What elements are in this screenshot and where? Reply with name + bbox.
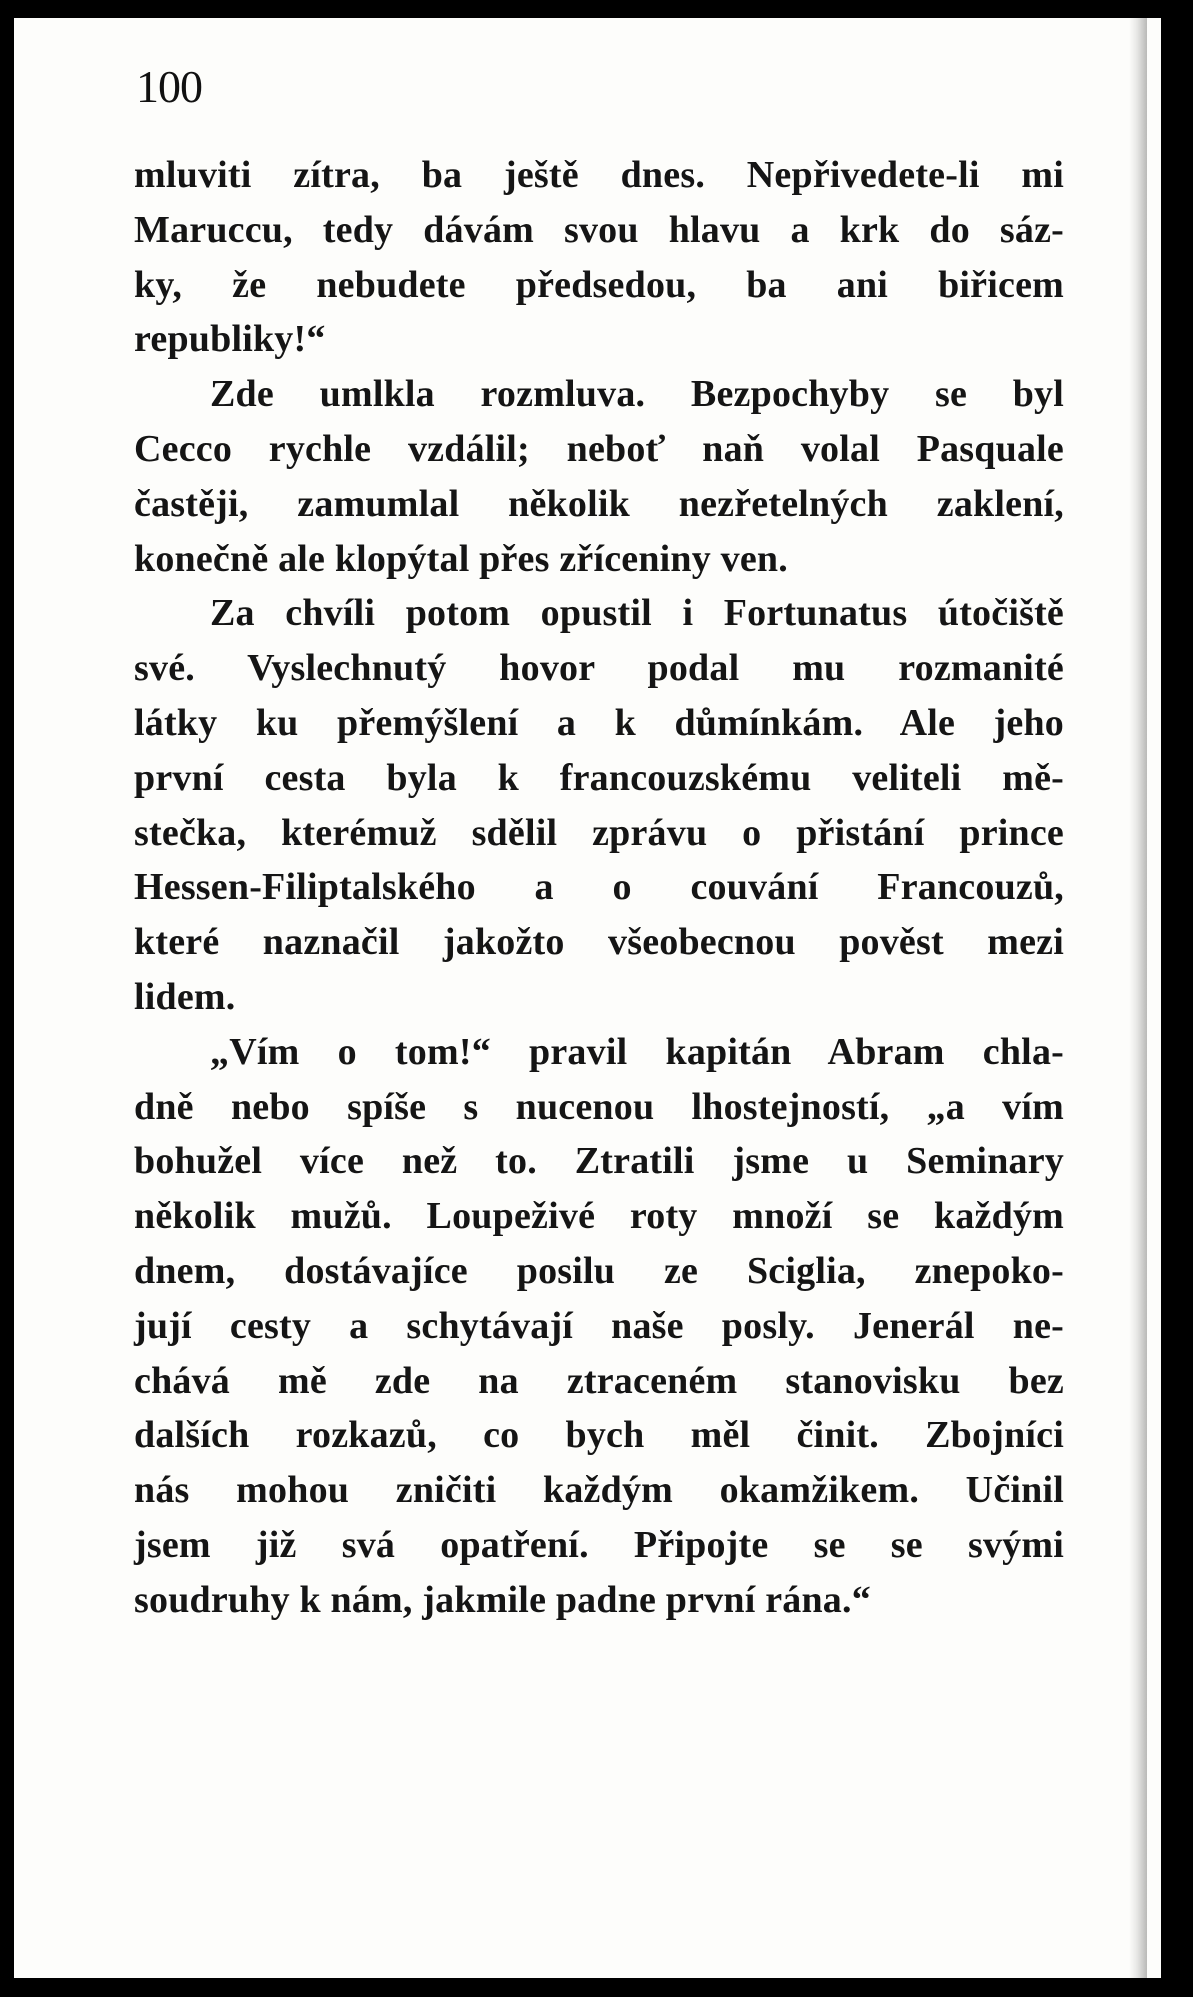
page-edge-shadow: [1129, 18, 1147, 1978]
text-line: soudruhy k nám, jakmile padne první rána.“: [134, 1578, 871, 1621]
text-line: častěji, zamumlal několik nezřetelných zaklení,: [134, 482, 1064, 525]
text-line: Hessen-Filiptalského a o couvání Francouzů,: [134, 866, 1064, 909]
text-line: první cesta byla k francouzskému veliteli mě-: [134, 756, 1064, 799]
text-line: „Vím o tom!“ pravil kapitán Abram chla-: [210, 1030, 1064, 1073]
text-line: látky ku přemýšlení a k důmínkám. Ale jeho: [134, 701, 1064, 744]
text-line: lidem.: [134, 975, 236, 1018]
text-line: své. Vyslechnutý hovor podal mu rozmanité: [134, 647, 1064, 690]
text-line: stečka, kterémuž sdělil zprávu o přistání prince: [134, 811, 1064, 854]
text-line: nás mohou zničiti každým okamžikem. Učinil: [134, 1469, 1064, 1512]
page-number: 100: [136, 61, 202, 112]
text-line: dnem, dostávajíce posilu ze Sciglia, znepoko-: [134, 1249, 1064, 1292]
text-line: Zde umlkla rozmluva. Bezpochyby se byl: [210, 373, 1064, 416]
text-line: dalších rozkazů, co bych měl činit. Zbojníci: [134, 1414, 1064, 1457]
text-line: konečně ale klopýtal přes zříceniny ven.: [134, 537, 788, 580]
text-line: jsem již svá opatření. Připojte se se svými: [134, 1523, 1064, 1566]
text-line: republiky!“: [134, 318, 326, 361]
text-line: bohužel více než to. Ztratili jsme u Seminary: [134, 1140, 1064, 1183]
text-line: ky, že nebudete předsedou, ba ani biřicem: [134, 263, 1064, 306]
text-line: chává mě zde na ztraceném stanovisku bez: [134, 1359, 1064, 1402]
text-line: které naznačil jakožto všeobecnou pověst mezi: [134, 921, 1064, 964]
text-line: Maruccu, tedy dávám svou hlavu a krk do sáz-: [134, 208, 1064, 251]
text-line: mluviti zítra, ba ještě dnes. Nepřivedete-li mi: [134, 154, 1064, 196]
text-line: Cecco rychle vzdálil; neboť naň volal Pasquale: [134, 427, 1064, 470]
page-text-body: [134, 148, 1064, 1628]
book-page: [14, 18, 1161, 1978]
text-line: Za chvíli potom opustil i Fortunatus útočiště: [210, 592, 1064, 635]
text-line: jují cesty a schytávají naše posly. Jenerál ne-: [134, 1304, 1064, 1347]
text-line: dně nebo spíše s nucenou lhostejností, „a vím: [134, 1085, 1064, 1128]
text-line: několik mužů. Loupeživé roty množí se každým: [134, 1195, 1064, 1238]
